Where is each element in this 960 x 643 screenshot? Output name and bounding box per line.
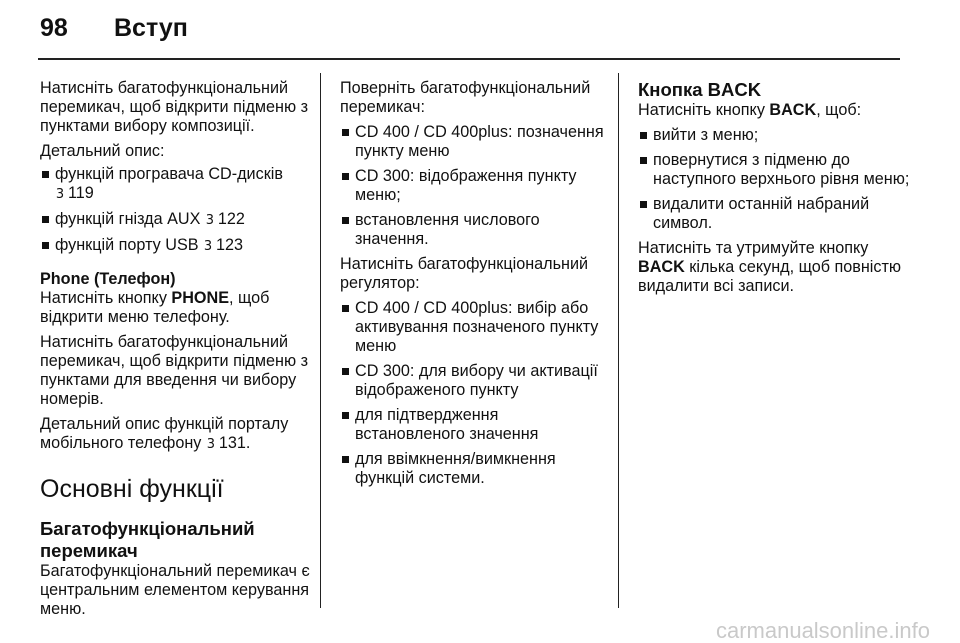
press-instruction: Натисніть багатофункціональний регулятор: xyxy=(340,255,589,292)
subsection-heading: Багатофункціональний перемикач xyxy=(40,518,255,561)
turn-instruction: Поверніть багатофункціональний перемикач: xyxy=(340,79,591,116)
phone-key-label: PHONE xyxy=(171,289,229,307)
list-item-text: функцій програвача CD-дисків xyxy=(55,165,283,183)
intro-paragraph: Натисніть багатофункціональний перемикач, щоб відкрити підменю з пунктами вибору композиції. xyxy=(40,79,309,135)
list-item: CD 400 / CD 400plus: вибір або активування позначеного пункту меню xyxy=(340,299,612,356)
list-item: встановлення числового значення. xyxy=(340,211,612,249)
phone-paragraph-3: Детальний опис функцій порталу мобільного телефону 3 131. xyxy=(40,415,289,452)
header-rule xyxy=(38,58,900,60)
list-item xyxy=(40,236,312,256)
page-ref-link[interactable]: 119 xyxy=(68,184,94,202)
details-label: Детальний опис: xyxy=(40,142,165,160)
list-item: CD 300: відображення пункту меню; xyxy=(340,167,612,205)
subsection-text: Багатофункціональний перемикач є центральним елементом керування меню. xyxy=(40,562,310,618)
column-divider-2 xyxy=(618,73,619,608)
page-ref-link[interactable]: 131 xyxy=(218,434,246,452)
page-title: Вступ xyxy=(114,13,188,42)
list-item: вийти з меню; xyxy=(638,126,910,145)
turn-list xyxy=(340,123,612,249)
list-item: для підтвердження встановленого значення xyxy=(340,406,612,444)
phone-paragraph-2: Натисніть багатофункціональний перемикач, щоб відкрити підменю з пунктами для введення чи вибору номерів. xyxy=(40,333,309,408)
column-divider-1 xyxy=(320,73,321,608)
back-heading: Кнопка BACK xyxy=(638,79,762,100)
page-ref-link[interactable]: 123 xyxy=(216,236,244,254)
phone-paragraph-1: Натисніть кнопку PHONE, щоб відкрити меню телефону. xyxy=(40,289,270,326)
details-list xyxy=(40,165,312,256)
page-header xyxy=(40,10,188,46)
page-number: 98 xyxy=(40,13,68,42)
back-paragraph-2: Натисніть та утримуйте кнопку BACK кілька секунд, щоб повністю видалити всі записи. xyxy=(638,239,902,295)
list-item: для ввімкнення/вимкнення функцій системи. xyxy=(340,450,612,488)
watermark: carmanualsonline.info xyxy=(715,618,930,643)
back-key-label: BACK xyxy=(769,101,817,119)
list-item: видалити останній набраний символ. xyxy=(638,195,910,233)
page-ref-icon: 3 xyxy=(203,239,213,254)
column-2 xyxy=(340,79,612,494)
list-item: CD 400 / CD 400plus: позначення пункту меню xyxy=(340,123,612,161)
list-item: CD 300: для вибору чи активації відображеного пункту xyxy=(340,362,612,400)
list-item-text: функцій гнізда AUX xyxy=(55,210,201,228)
list-item: повернутися з підменю до наступного верхнього рівня меню; xyxy=(638,151,910,189)
page-ref-link[interactable]: 122 xyxy=(217,210,245,228)
page-ref-icon: 3 xyxy=(55,187,65,202)
page-ref-icon: 3 xyxy=(205,213,215,228)
section-title: Основні функції xyxy=(40,475,224,503)
page-ref-icon: 3 xyxy=(206,437,216,452)
column-1 xyxy=(40,79,312,625)
back-list xyxy=(638,126,910,233)
list-item xyxy=(40,210,312,230)
list-item xyxy=(40,165,312,204)
back-key-label: BACK xyxy=(638,258,685,276)
list-item-text: функцій порту USB xyxy=(55,236,199,254)
press-list xyxy=(340,299,612,488)
back-paragraph-1: Натисніть кнопку BACK, щоб: xyxy=(638,101,862,119)
column-3 xyxy=(638,79,910,302)
phone-heading: Phone (Телефон) xyxy=(40,270,176,288)
